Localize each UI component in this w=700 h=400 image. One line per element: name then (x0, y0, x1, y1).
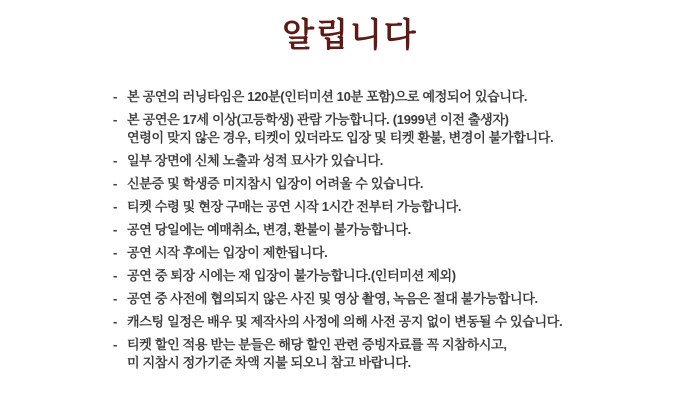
notice-line: 신분증 및 학생증 미지참시 입장이 어려울 수 있습니다. (127, 176, 424, 191)
bullet-dash: - (113, 222, 118, 237)
notice-item (113, 152, 640, 170)
bullet-dash: - (113, 337, 118, 352)
notice-line: 캐스팅 일정은 배우 및 제작사의 사정에 의해 사전 공지 없이 변동될 수 있습니다. (127, 314, 563, 329)
notice-item (113, 244, 640, 262)
bullet-dash: - (113, 199, 118, 214)
notice-line: 미 지참시 정가기준 차액 지불 되오니 참고 바랍니다. (127, 355, 411, 370)
notice-list (0, 88, 700, 372)
notice-line: 티켓 수령 및 현장 구매는 공연 시작 1시간 전부터 가능합니다. (127, 199, 462, 214)
notice-line: 공연 중 사전에 협의되지 않은 사진 및 영상 촬영, 녹음은 절대 불가능합니다. (127, 291, 538, 306)
bullet-dash: - (113, 112, 118, 127)
bullet-dash: - (113, 291, 118, 306)
notice-item (113, 88, 640, 106)
notice-line: 본 공연은 17세 이상(고등학생) 관람 가능합니다. (1999년 이전 출생자) (127, 112, 509, 127)
notice-item (113, 267, 640, 285)
notice-item (113, 221, 640, 239)
notice-item (113, 336, 640, 372)
notice-line: 공연 중 퇴장 시에는 재 입장이 불가능합니다.(인터미션 제외) (127, 268, 456, 283)
notice-item (113, 313, 640, 331)
notice-item (113, 111, 640, 147)
page-title: 알립니다 (282, 18, 418, 54)
notice-line: 공연 당일에는 예매취소, 변경, 환불이 불가능합니다. (127, 222, 411, 237)
bullet-dash: - (113, 153, 118, 168)
bullet-dash: - (113, 176, 118, 191)
bullet-dash: - (113, 89, 118, 104)
bullet-dash: - (113, 314, 118, 329)
notice-line: 본 공연의 러닝타임은 120분(인터미션 10분 포함)으로 예정되어 있습니다. (127, 89, 528, 104)
bullet-dash: - (113, 245, 118, 260)
bullet-dash: - (113, 268, 118, 283)
notice-page (0, 13, 700, 400)
notice-line: 티켓 할인 적용 받는 분들은 해당 할인 관련 증빙자료를 꼭 지참하시고, (127, 337, 507, 352)
notice-line: 일부 장면에 신체 노출과 성적 묘사가 있습니다. (127, 153, 384, 168)
notice-line: 연령이 맞지 않은 경우, 티켓이 있더라도 입장 및 티켓 환불, 변경이 불가합니다. (127, 130, 554, 145)
notice-item (113, 290, 640, 308)
notice-item (113, 175, 640, 193)
notice-item (113, 198, 640, 216)
notice-line: 공연 시작 후에는 입장이 제한됩니다. (127, 245, 328, 260)
